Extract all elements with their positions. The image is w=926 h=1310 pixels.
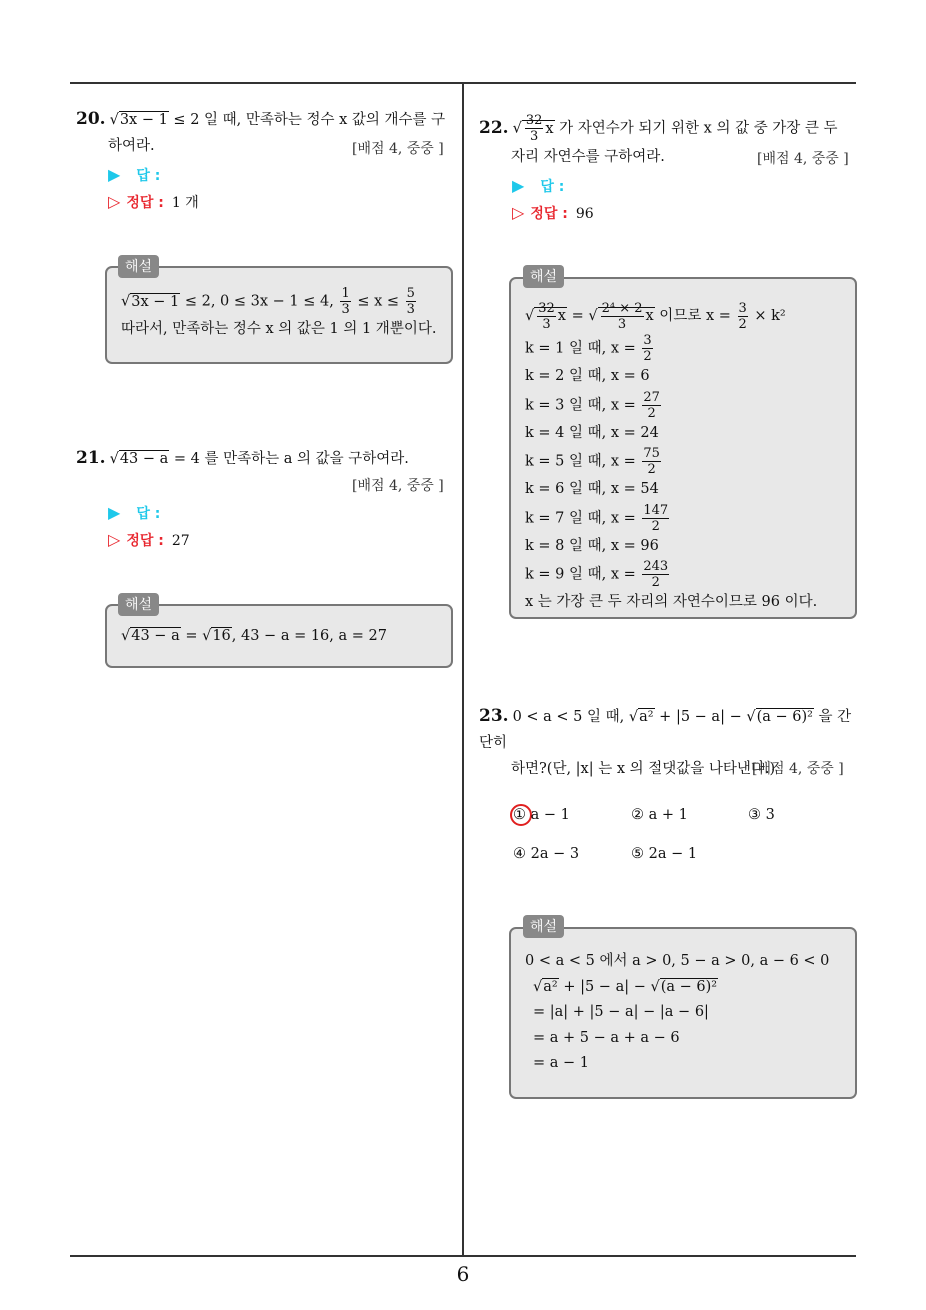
solution-line: √3x − 1 ≤ 2, 0 ≤ 3x − 1 ≤ 4, $\frac{1}{3}$ ≤ x ≤ $\frac{5}{3}$ [121, 286, 415, 317]
question-number: 20. [76, 109, 106, 129]
correct-answer-row [108, 192, 199, 213]
question-number: 21. [76, 448, 106, 468]
choice-4[interactable]: ④ 2a − 3 [513, 846, 580, 862]
solution-tag: 해설 [523, 915, 564, 938]
solution-line: k = 1 일 때, x = $\frac{3}{2}$ [525, 333, 652, 364]
solution-line: 0 < a < 5 에서 a > 0, 5 − a > 0, a − 6 < 0 [525, 953, 830, 969]
question-text: 일 때, 만족하는 정수 x 값의 개수를 구 [199, 112, 446, 128]
answer-label: 답 : [540, 179, 565, 195]
question-math: √43 − a = 4 [109, 451, 200, 467]
solution-line: = a − 1 [533, 1055, 589, 1071]
correct-value: 27 [171, 533, 190, 549]
question-number: 22. [479, 117, 509, 138]
question-text-line2: 자리 자연수를 구하여라. [511, 149, 665, 165]
answer-row [108, 165, 160, 186]
correct-label: 정답 : [126, 195, 164, 211]
solution-line: = |a| + |5 − a| − |a − 6| [533, 1004, 709, 1020]
score-label: [배점 4, 중중 ] [352, 141, 444, 157]
question-text-line2: 하면?(단, |x| 는 x 의 절댓값을 나타낸다.) [511, 761, 776, 777]
column-divider [462, 83, 464, 1256]
outline-triangle-icon: ▷ [108, 192, 121, 211]
solution-tag: 해설 [118, 255, 159, 278]
score-label: [배점 4, 중중 ] [352, 478, 444, 494]
correct-value: 96 [575, 206, 594, 222]
bottom-rule [70, 1255, 856, 1257]
solution-line: k = 4 일 때, x = 24 [525, 424, 659, 441]
outline-triangle-icon: ▷ [512, 203, 525, 222]
solution-line: x 는 가장 큰 두 자리의 자연수이므로 96 이다. [525, 594, 818, 611]
choice-2[interactable]: ② a + 1 [631, 807, 688, 823]
correct-answer-row [108, 530, 190, 551]
filled-triangle-icon: ▶ [512, 176, 525, 195]
question-text: 를 만족하는 a 의 값을 구하여라. [199, 451, 409, 467]
solution-line: = a + 5 − a + a − 6 [533, 1029, 680, 1046]
correct-label: 정답 : [530, 206, 568, 222]
correct-answer-row [512, 203, 594, 224]
solution-line: k = 9 일 때, x = $\frac{243}{2}$ [525, 559, 669, 591]
solution-box [105, 266, 453, 364]
filled-triangle-icon: ▶ [108, 165, 121, 184]
question-text-line2: 하여라. [108, 138, 155, 154]
question-text: 가 자연수가 되기 위한 x 의 값 중 가장 큰 두 [554, 120, 838, 137]
choice-3[interactable]: ③ 3 [748, 807, 775, 823]
question-math: √3x − 1 ≤ 2 [109, 112, 200, 128]
solution-line: √ $\frac{32}{3}$ x = √ $\frac{\text{2⁴ × 2}}{3}$ x 이므로 x = $\frac{3}{2}$ × k² [525, 300, 786, 332]
question-number: 23. [479, 706, 509, 726]
answer-label: 답 : [136, 168, 161, 184]
choice-1[interactable]: ① a − 1 [513, 807, 570, 823]
question-text: 0 < a < 5 일 때, √a² + |5 − a| − √(a − 6)² 을 간단히 [479, 709, 852, 751]
solution-tag: 해설 [118, 593, 159, 616]
solution-line: k = 2 일 때, x = 6 [525, 368, 650, 384]
page-number: 6 [456, 1262, 470, 1286]
solution-line: √43 − a = √16, 43 − a = 16, a = 27 [121, 628, 387, 644]
filled-triangle-icon: ▶ [108, 503, 121, 522]
score-label: [배점 4, 중중 ] [752, 761, 844, 777]
solution-line: √a² + |5 − a| − √(a − 6)² [533, 978, 718, 995]
answer-row [108, 503, 160, 524]
solution-line: k = 7 일 때, x = $\frac{147}{2}$ [525, 502, 669, 534]
correct-label: 정답 : [126, 533, 164, 549]
choice-5[interactable]: ⑤ 2a − 1 [631, 846, 698, 862]
score-label: [배점 4, 중중 ] [757, 151, 849, 167]
solution-tag: 해설 [523, 265, 564, 288]
correct-value: 1 개 [171, 195, 199, 211]
solution-box [509, 277, 857, 619]
solution-box [509, 927, 857, 1099]
outline-triangle-icon: ▷ [108, 530, 121, 549]
solution-line: k = 3 일 때, x = $\frac{27}{2}$ [525, 389, 660, 421]
solution-line: k = 5 일 때, x = $\frac{75}{2}$ [525, 446, 660, 478]
question-21 [76, 445, 458, 472]
question-math: √ $\frac{32}{3}$ x [512, 113, 554, 144]
answer-label: 답 : [136, 506, 161, 522]
solution-line: 따라서, 만족하는 정수 x 의 값은 1 의 1 개뿐이다. [121, 321, 437, 337]
answer-row [512, 176, 564, 197]
solution-line: k = 6 일 때, x = 54 [525, 481, 659, 498]
solution-line: k = 8 일 때, x = 96 [525, 537, 659, 554]
